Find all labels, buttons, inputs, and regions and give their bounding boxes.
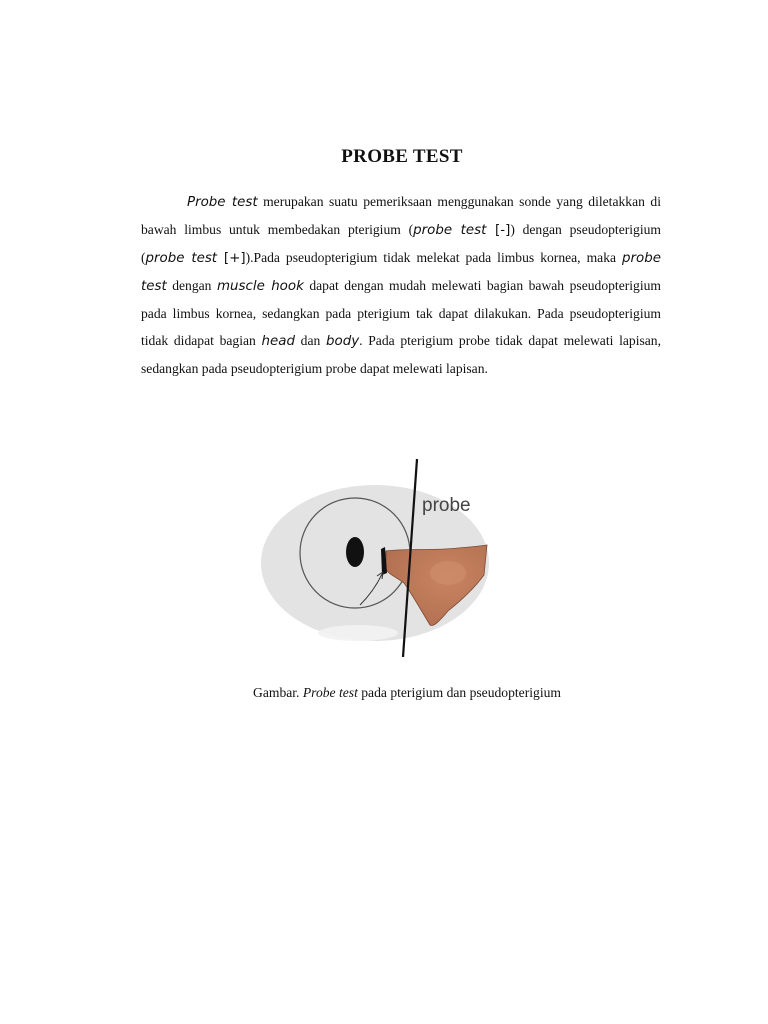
caption-term: Probe test — [302, 685, 358, 700]
term-muscle-hook: muscle hook — [217, 279, 304, 294]
term-probe-test: Probe test — [187, 195, 258, 210]
paragraph-text: merupakan suatu pemeriksaan menggunakan sonde yang diletakkan di bawah limbus untuk membedakan pterigium ( — [141, 194, 662, 237]
paragraph-text: dan — [294, 333, 326, 348]
positive-sign: [+] — [217, 251, 246, 266]
figure-caption — [0, 685, 768, 701]
paragraph-text: dengan — [166, 278, 217, 293]
term-head: head — [261, 334, 295, 349]
paragraph-text: ).Pada pseudopterigium tidak melekat pada limbus kornea, maka — [245, 250, 623, 265]
caption-suffix: pada pterigium dan pseudopterigium — [357, 685, 561, 700]
paragraph-text: ) dengan pseudopterigium ( — [141, 222, 661, 265]
term-body: body — [326, 334, 360, 349]
term-probe-test: probe test — [141, 251, 661, 294]
lower-highlight — [318, 625, 398, 641]
negative-sign: [-] — [486, 223, 511, 238]
paragraph-text: dapat dengan mudah melewati bagian bawah pseudopterigium pada limbus kornea, sedangkan pada pterigium tak dapat dilakukan. Pada pseudopterigium tidak didapat bagian — [141, 278, 661, 348]
probe-label: probe — [422, 495, 471, 516]
paragraph-text: . Pada pterigium probe tidak dapat melewati lapisan, sedangkan pada pseudopterigium probe dapat melewati lapisan. — [141, 333, 661, 376]
page-title: PROBE TEST — [341, 146, 463, 167]
term-probe-test: probe test — [413, 223, 487, 238]
body-paragraph — [141, 188, 661, 382]
probe-test-illustration — [258, 455, 493, 663]
caption-prefix: Gambar. — [253, 685, 303, 700]
pupil-shape — [346, 537, 364, 567]
tissue-highlight — [430, 561, 466, 585]
term-probe-test: probe test — [145, 251, 218, 266]
